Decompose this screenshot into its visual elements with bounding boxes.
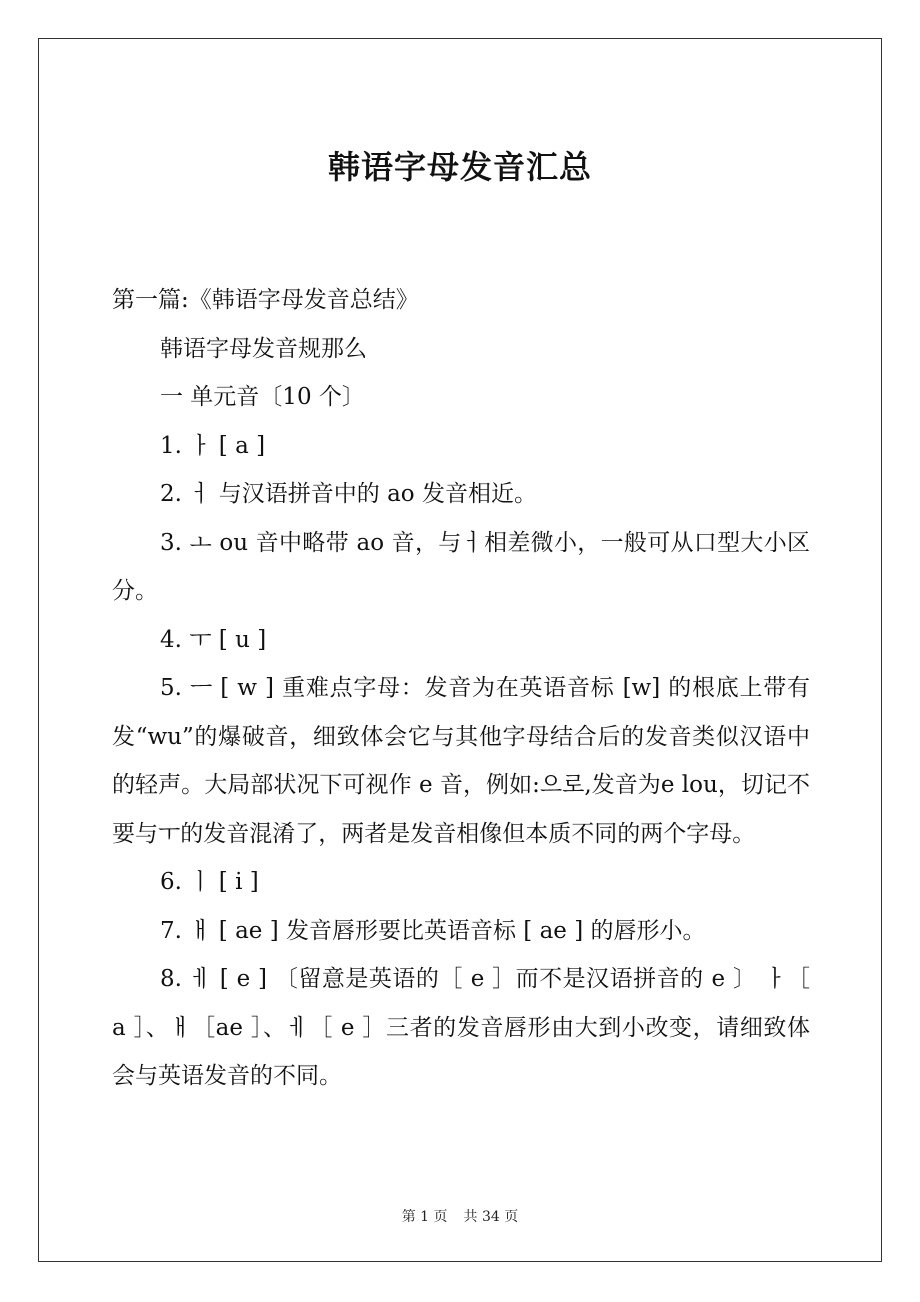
page-footer	[0, 1206, 920, 1226]
chapter-heading: 第一篇:《韩语字母发音总结》	[112, 287, 419, 313]
subheading: 韩语字母发音规那么	[160, 335, 367, 362]
vowel-item: 5. ㅡ [ w ] 重难点字母：发音为在英语音标 [w] 的根底上带有发“wu”的爆破音，细致体会它与其他字母结合后的发音类似汉语中的轻声。大局部状况下可视作 e 音，例如:으로,发音为e lou，切记不要与ㅜ的发音混淆了，两者是发音相像但本质不同的两个字母。	[112, 675, 810, 847]
vowel-item: 3. ㅗ ou 音中略带 ao 音，与ㅓ相差微小，一般可从口型大小区分。	[112, 529, 810, 604]
vowel-item: 8. ㅔ [ e ] 〔留意是英语的［ e ］而不是汉语拼音的 e 〕 ㅏ［ a ］、ㅐ［ae ］、ㅔ［ e ］三者的发音唇形由大到小改变，请细致体会与英语发音的不同。	[112, 966, 810, 1089]
document-title: 韩语字母发音汇总	[327, 148, 592, 186]
vowel-item: 1. ㅏ [ a ]	[160, 432, 266, 459]
page-number: 第 1 页	[401, 1209, 448, 1225]
vowel-item: 7. ㅐ [ ae ] 发音唇形要比英语音标 [ ae ] 的唇形小。	[160, 917, 706, 944]
vowel-item: 6. ㅣ [ i ]	[160, 869, 259, 895]
vowel-item: 2. ㅓ 与汉语拼音中的 ao 发音相近。	[160, 481, 537, 507]
vowel-item: 4. ㅜ [ u ]	[160, 626, 267, 653]
document-body	[112, 276, 810, 1101]
section-heading: 一 单元音〔10 个〕	[160, 384, 365, 410]
page-total: 共 34 页	[463, 1209, 519, 1225]
